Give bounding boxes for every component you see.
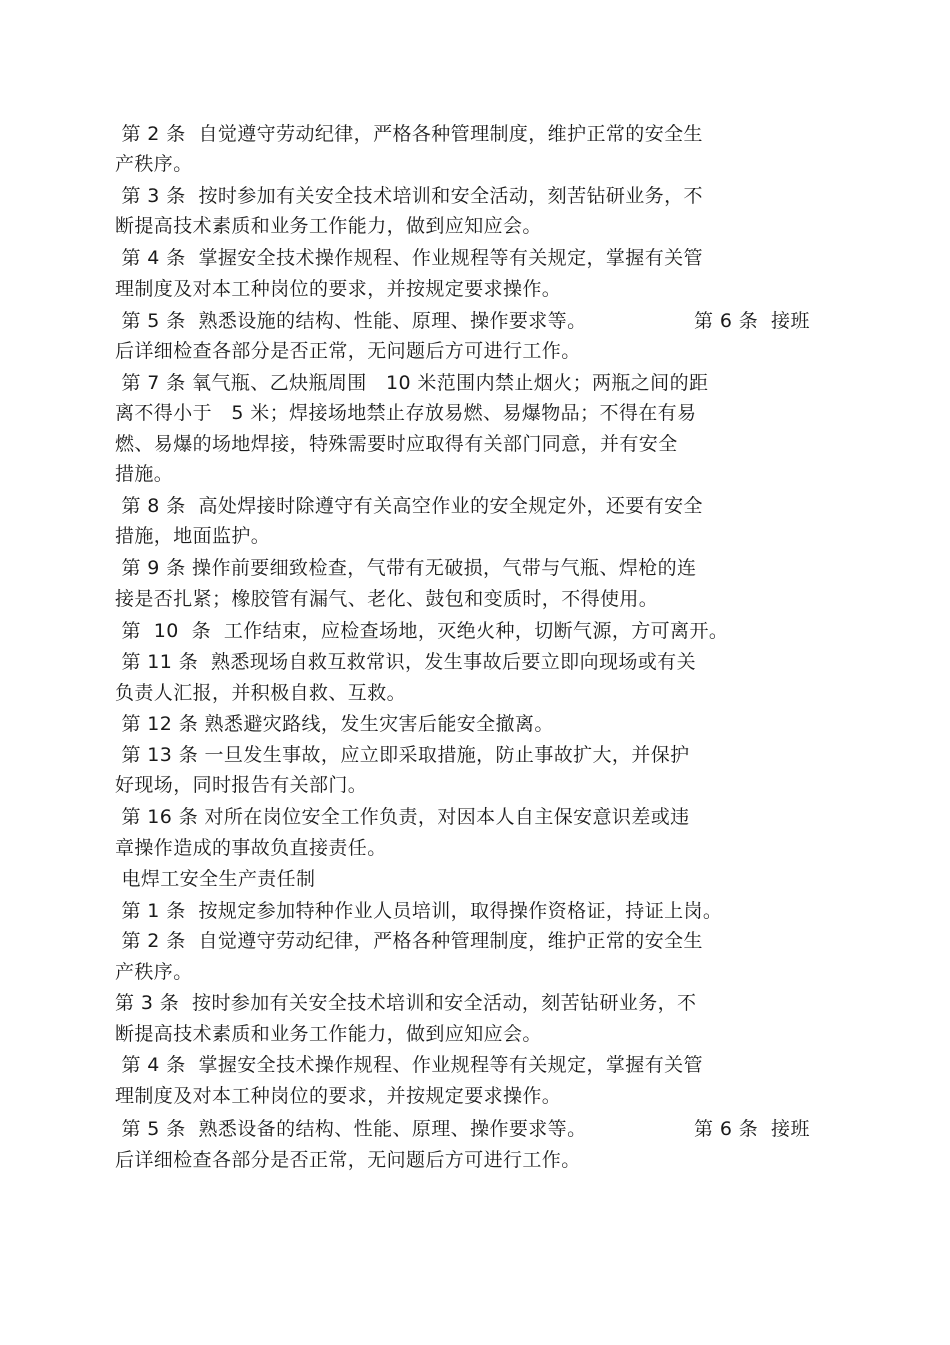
text-line: 第 3 条 按时参加有关安全技术培训和安全活动，刻苦钻研业务，不	[115, 185, 703, 207]
text-line: 断提高技术素质和业务工作能力，做到应知应会。	[115, 215, 542, 237]
text-line: 措施，地面监护。	[115, 525, 271, 547]
section-title: 电焊工安全生产责任制	[115, 868, 316, 890]
text-line: 第 4 条 掌握安全技术操作规程、作业规程等有关规定，掌握有关管	[115, 1054, 703, 1076]
text-line: 措施。	[115, 463, 174, 485]
text-line: 接是否扎紧；橡胶管有漏气、老化、鼓包和变质时，不得使用。	[115, 588, 659, 610]
text-line: 第 13 条 一旦发生事故，应立即采取措施，防止事故扩大，并保护	[115, 744, 690, 766]
text-line: 第 2 条 自觉遵守劳动纪律，严格各种管理制度，维护正常的安全生	[115, 930, 703, 952]
text-line: 燃、易爆的场地焊接，特殊需要时应取得有关部门同意，并有安全	[115, 433, 678, 455]
text-line: 第 9 条 操作前要细致检查，气带有无破损，气带与气瓶、焊枪的连	[115, 557, 697, 579]
text-line: 第 5 条 熟悉设施的结构、性能、原理、操作要求等。	[115, 310, 587, 332]
text-line: 第 2 条 自觉遵守劳动纪律，严格各种管理制度，维护正常的安全生	[115, 123, 703, 145]
text-line: 后详细检查各部分是否正常，无问题后方可进行工作。	[115, 340, 581, 362]
text-line: 产秩序。	[115, 961, 193, 983]
text-line: 第 16 条 对所在岗位安全工作负责，对因本人自主保安意识差或违	[115, 806, 690, 828]
text-line: 理制度及对本工种岗位的要求，并按规定要求操作。	[115, 278, 562, 300]
text-line: 产秩序。	[115, 153, 193, 175]
text-line: 第 4 条 掌握安全技术操作规程、作业规程等有关规定，掌握有关管	[115, 247, 703, 269]
text-line: 离不得小于 5 米；焊接场地禁止存放易燃、易爆物品；不得在有易	[115, 402, 697, 424]
text-line: 第 5 条 熟悉设备的结构、性能、原理、操作要求等。	[115, 1118, 587, 1140]
text-line: 第 6 条 接班	[694, 1118, 810, 1140]
text-line: 第 7 条 氧气瓶、乙炔瓶周围 10 米范围内禁止烟火；两瓶之间的距	[115, 372, 709, 394]
text-line: 负责人汇报，并积极自救、互救。	[115, 682, 407, 704]
text-line: 第 11 条 熟悉现场自救互救常识，发生事故后要立即向现场或有关	[115, 651, 696, 673]
text-line: 章操作造成的事故负直接责任。	[115, 837, 387, 859]
text-line: 第 10 条 工作结束，应检查场地，灭绝火种，切断气源，方可离开。	[115, 620, 729, 642]
text-line: 第 6 条 接班	[694, 310, 810, 332]
text-line: 断提高技术素质和业务工作能力，做到应知应会。	[115, 1023, 542, 1045]
text-line: 第 1 条 按规定参加特种作业人员培训，取得操作资格证，持证上岗。	[115, 900, 723, 922]
text-line: 第 12 条 熟悉避灾路线，发生灾害后能安全撤离。	[115, 713, 554, 735]
text-line: 第 3 条 按时参加有关安全技术培训和安全活动，刻苦钻研业务，不	[115, 992, 697, 1014]
text-line: 理制度及对本工种岗位的要求，并按规定要求操作。	[115, 1085, 562, 1107]
text-line: 第 8 条 高处焊接时除遵守有关高空作业的安全规定外，还要有安全	[115, 495, 703, 517]
text-line: 好现场，同时报告有关部门。	[115, 774, 368, 796]
text-line: 后详细检查各部分是否正常，无问题后方可进行工作。	[115, 1149, 581, 1171]
